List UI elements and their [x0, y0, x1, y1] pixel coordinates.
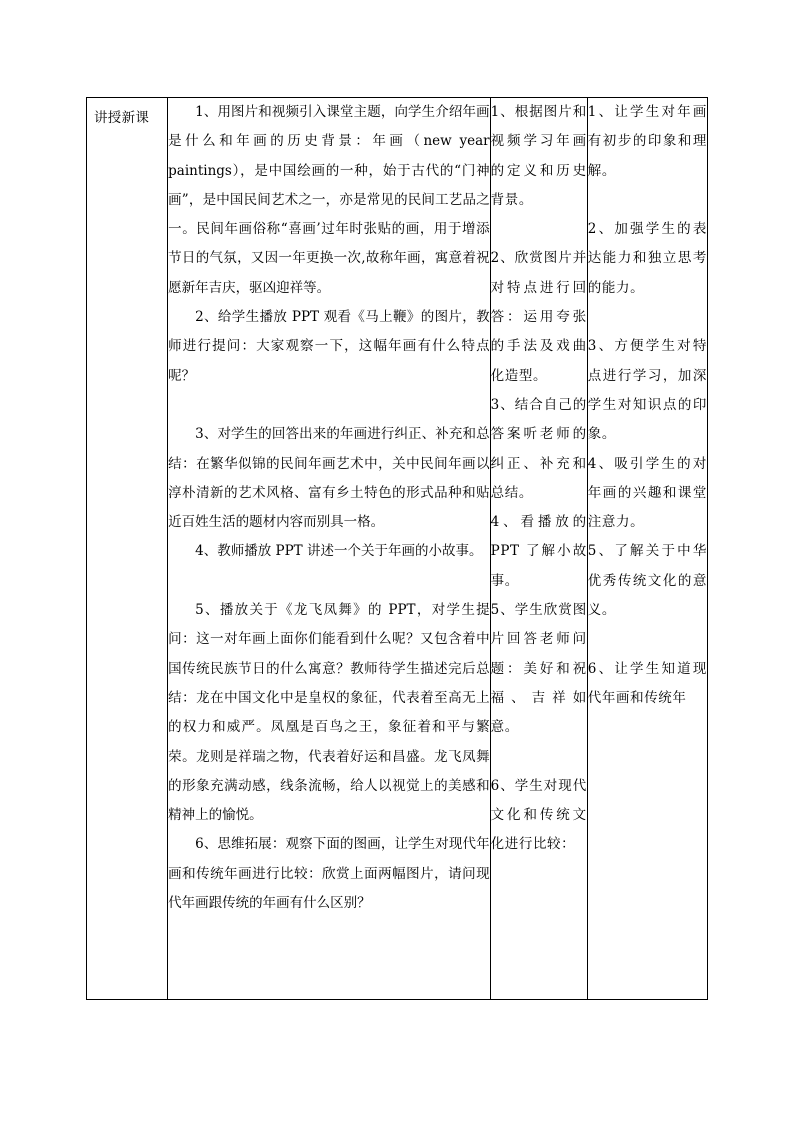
stage-label: 讲授新课: [94, 110, 150, 126]
spacer: [491, 215, 587, 244]
student-activity-3: 3、结合自己的答案听老师的纠正、补充和总结。: [490, 396, 587, 501]
stage-cell: [87, 98, 168, 1000]
student-activity-cell: [490, 98, 587, 1000]
spacer: [588, 625, 707, 654]
spacer: [588, 303, 707, 332]
design-purpose-6: 6、让学生知道现代年画和传统年: [587, 660, 707, 706]
student-activity-2: 2、欣赏图片并对特点进行回答：运用夸张的手法及戏曲化造型。: [490, 250, 587, 384]
teacher-step-6: 6、思维拓展：观察下面的图画，让学生对现代年画和传统年画进行比较：欣赏上面两幅图片，请问现代年画跟传统的年画有什么区别？: [168, 836, 490, 912]
teacher-step-5: 5、播放关于《龙飞凤舞》的 PPT，对学生提问：这一对年画上面你们能看到什么呢？又包含着中国传统民族节日的什么寓意？教师待学生描述完后总结：龙在中国文化中是皇权的象征，代表着至高无上的权力和威严。凤凰是百鸟之王，象征着和平与繁荣。龙则是祥瑞之物，代表着好运和昌盛。龙飞凤舞的形象充满动感，线条流畅，给人以视觉上的美感和精神上的愉悦。: [168, 602, 490, 824]
student-activity-4: 4、看播放的 PPT 了解小故事。: [490, 514, 587, 589]
teacher-step-4: 4、教师播放 PPT 讲述一个关于年画的小故事。: [195, 543, 483, 560]
teacher-activity-cell: [168, 98, 491, 1000]
design-purpose-5: 5、了解关于中华优秀传统文化的意义。: [587, 543, 707, 619]
student-activity-6: 6、学生对现代文化和传统文化进行比较：: [490, 777, 587, 853]
student-activity-1: 1、根据图片和视频学习年画的定义和历史背景。: [490, 104, 587, 208]
design-purpose-1: 1、让学生对年画有初步的印象和理解。: [587, 104, 707, 179]
student-activity-5: 5、学生欣赏图片回答老师问题：美好和祝福、吉祥如意。: [490, 602, 587, 736]
design-purpose-2: 2、加强学生的表达能力和独立思考的能力。: [587, 221, 707, 296]
lesson-plan-table: [86, 97, 708, 1000]
teacher-step-3: 3、对学生的回答出来的年画进行纠正、补充和总结：在繁华似锦的民间年画艺术中，关中民间年画以淳朴清新的艺术风格、富有乡土特色的形式品种和贴近百姓生活的题材内容而别具一格。: [168, 426, 490, 531]
spacer: [588, 186, 707, 215]
spacer: [168, 391, 490, 420]
design-purpose-cell: [587, 98, 707, 1000]
design-purpose-4: 4、吸引学生的对年画的兴趣和课堂注意力。: [587, 455, 707, 531]
spacer: [491, 743, 587, 772]
teacher-step-2: 2、给学生播放 PPT 观看《马上鞭》的图片，教师进行提问：大家观察一下，这幅年画有什么特点呢？: [168, 309, 490, 384]
design-purpose-3: 3、方便学生对特点进行学习，加深学生对知识点的印象。: [587, 338, 707, 443]
spacer: [168, 567, 490, 596]
table-row: [87, 98, 708, 1000]
teacher-step-1: 1、用图片和视频引入课堂主题，向学生介绍年画是什么和年画的历史背景：年画（new year paintings），是中国绘画的一种，始于古代的“门神画”，是中国民间艺术之一，亦是常见的民间工艺品之一。民间年画俗称“喜画’过年时张贴的画，用于增添节日的气氛，又因一年更换一次,故称年画，寓意着祝愿新年吉庆，驱凶迎祥等。: [168, 104, 490, 296]
